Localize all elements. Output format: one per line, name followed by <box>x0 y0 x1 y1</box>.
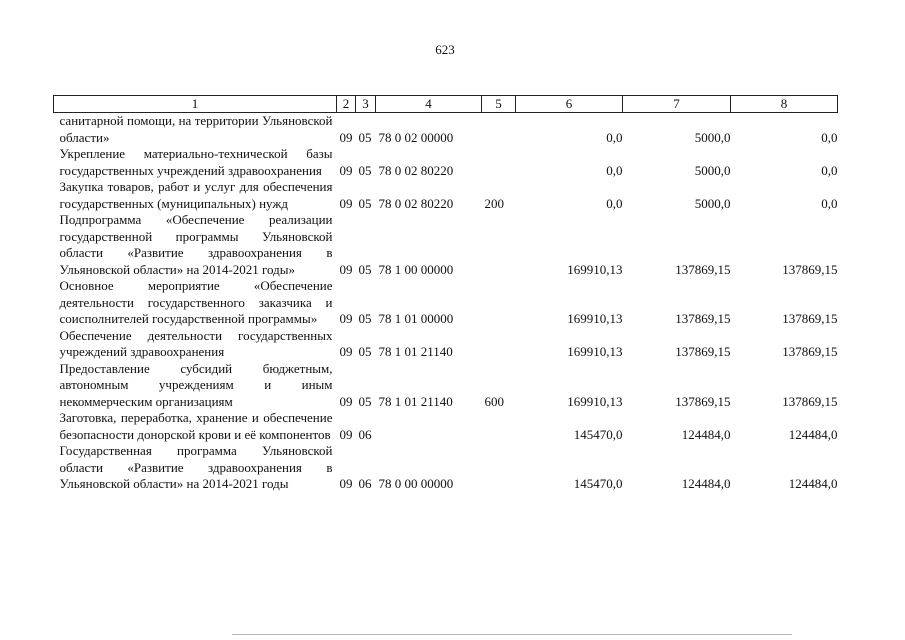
row-section: 09 <box>339 344 353 359</box>
header-cell-2: 2 <box>337 96 356 113</box>
row-name: Заготовка, переработка, хранение и обеспечение безопасности донорской крови и её компонентов <box>59 410 333 442</box>
row-subsection: 05 <box>358 162 372 178</box>
row-name: Укрепление материально-технической базы государственных учреждений здравоохранения <box>59 146 333 178</box>
row-value-7: 137869,15 <box>675 393 731 409</box>
row-section: 09 <box>339 393 353 409</box>
row-expense-type <box>482 146 516 179</box>
row-value-7: 5000,0 <box>694 129 731 145</box>
row-expense-type: 600 <box>484 393 504 409</box>
row-name: Закупка товаров, работ и услуг для обеспечения государственных (муниципальных) нужд <box>59 179 333 211</box>
header-row <box>54 96 838 113</box>
header-cell-3: 3 <box>356 96 376 113</box>
row-expense-type <box>482 410 516 443</box>
row-target-article: 78 1 01 21140 <box>378 393 453 409</box>
row-expense-type <box>482 328 516 361</box>
row-subsection: 06 <box>358 426 372 442</box>
row-target-article: 78 1 01 00000 <box>378 311 454 326</box>
row-expense-type <box>482 278 516 328</box>
row-section: 09 <box>339 311 353 326</box>
row-value-7: 5000,0 <box>694 195 731 211</box>
row-name: Основное мероприятие «Обеспечение деятельности государственного заказчика и соисполнителей государственной программы» <box>59 278 333 326</box>
row-value-6: 0,0 <box>606 162 623 178</box>
row-subsection: 06 <box>358 476 372 491</box>
row-value-8: 137869,15 <box>782 311 838 326</box>
row-value-6: 0,0 <box>606 195 623 211</box>
row-subsection: 05 <box>358 311 372 326</box>
header-cell-5: 5 <box>482 96 516 113</box>
table-row <box>54 179 838 212</box>
row-expense-type: 200 <box>484 195 504 211</box>
table-row <box>54 443 838 493</box>
row-section: 09 <box>339 129 353 145</box>
row-value-8: 0,0 <box>821 195 838 211</box>
row-value-8: 124484,0 <box>788 426 838 442</box>
row-target-article: 78 0 02 80220 <box>378 195 454 211</box>
table-body <box>54 113 838 493</box>
page-number: 623 <box>435 42 455 57</box>
table-row <box>54 328 838 361</box>
header-cell-8: 8 <box>731 96 838 113</box>
header-cell-4: 4 <box>376 96 482 113</box>
row-section: 09 <box>339 426 353 442</box>
budget-table <box>53 95 838 493</box>
row-subsection: 05 <box>358 261 372 277</box>
row-value-7: 124484,0 <box>681 426 731 442</box>
row-subsection: 05 <box>358 129 372 145</box>
row-expense-type <box>482 212 516 278</box>
row-name: санитарной помощи, на территории Ульяновской области» <box>59 113 333 145</box>
row-section: 09 <box>339 162 353 178</box>
row-expense-type <box>482 443 516 493</box>
table-row <box>54 212 838 278</box>
row-value-7: 137869,15 <box>675 311 731 326</box>
row-value-6: 145470,0 <box>573 426 623 442</box>
row-expense-type <box>482 113 516 147</box>
header-cell-7: 7 <box>623 96 731 113</box>
row-value-6: 169910,13 <box>567 261 623 277</box>
row-value-8: 0,0 <box>821 129 838 145</box>
row-value-7: 5000,0 <box>694 162 731 178</box>
row-name: Государственная программа Ульяновской области «Развитие здравоохранения в Ульяновской области» на 2014-2021 годы <box>59 443 333 491</box>
row-name: Обеспечение деятельности государственных учреждений здравоохранения <box>59 327 333 359</box>
row-value-8: 137869,15 <box>782 261 838 277</box>
header-cell-6: 6 <box>516 96 623 113</box>
row-target-article: 78 1 00 00000 <box>378 261 454 277</box>
scan-artifact-line <box>232 634 792 635</box>
row-value-6: 169910,13 <box>567 311 623 326</box>
row-value-8: 0,0 <box>821 162 838 178</box>
row-section: 09 <box>339 261 353 277</box>
row-name: Подпрограмма «Обеспечение реализации государственной программы Ульяновской области «Развитие здравоохранения в Ульяновской области» на 2014-2021 годы» <box>59 212 333 277</box>
row-value-6: 169910,13 <box>567 393 623 409</box>
table-row <box>54 410 838 443</box>
row-target-article <box>376 410 482 443</box>
row-value-6: 145470,0 <box>573 476 623 491</box>
row-section: 09 <box>339 195 353 211</box>
row-value-8: 137869,15 <box>782 344 838 359</box>
row-target-article: 78 0 02 00000 <box>378 129 454 145</box>
row-value-8: 137869,15 <box>782 393 838 409</box>
table-row <box>54 361 838 411</box>
row-value-7: 137869,15 <box>675 344 731 359</box>
row-value-8: 124484,0 <box>788 476 838 491</box>
row-target-article: 78 0 02 80220 <box>378 162 454 178</box>
row-value-6: 169910,13 <box>567 344 623 359</box>
row-value-7: 124484,0 <box>681 476 731 491</box>
row-subsection: 05 <box>358 344 372 359</box>
row-value-6: 0,0 <box>606 129 623 145</box>
row-target-article: 78 0 00 00000 <box>378 476 454 491</box>
row-value-7: 137869,15 <box>675 261 731 277</box>
row-subsection: 05 <box>358 393 372 409</box>
row-target-article: 78 1 01 21140 <box>378 344 453 359</box>
table-row <box>54 278 838 328</box>
row-section: 09 <box>339 476 353 491</box>
header-cell-1: 1 <box>54 96 337 113</box>
table-row <box>54 146 838 179</box>
row-subsection: 05 <box>358 195 372 211</box>
table-row <box>54 113 838 147</box>
table-header <box>54 96 838 113</box>
row-name: Предоставление субсидий бюджетным, автономным учреждениям и иным некоммерческим организациям <box>59 360 333 409</box>
